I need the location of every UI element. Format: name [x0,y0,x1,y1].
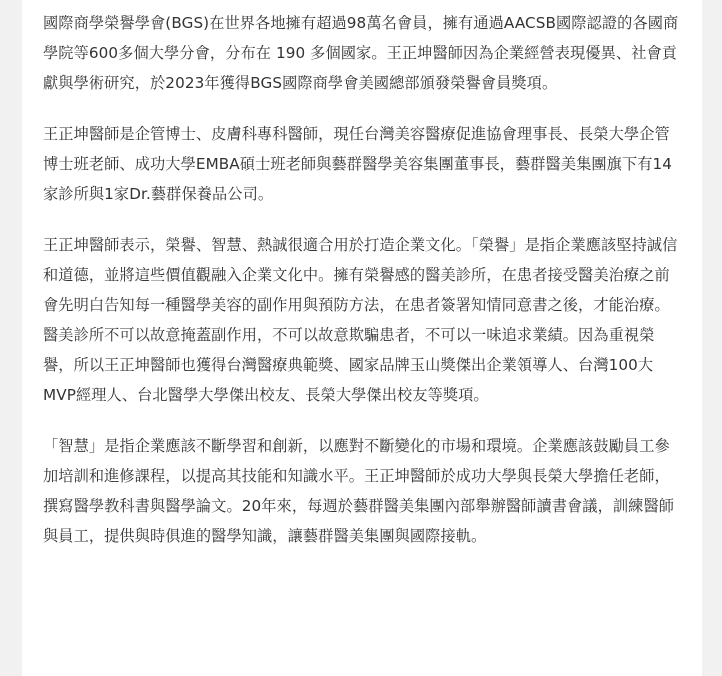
paragraph-biography: 王正坤醫師是企管博士、皮膚科專科醫師，現任台灣美容醫療促進協會理事長、長榮大學企管博士班老師、成功大學EMBA碩士班老師與藝群醫學美容集團董事長，藝群醫美集團旗下有14家診所與1家Dr.藝群保養品公司。 [43,125,673,203]
paragraph-wisdom: 「智慧」是指企業應該不斷學習和創新，以應對不斷變化的市場和環境。企業應該鼓勵員工參加培訓和進修課程，以提高其技能和知識水平。王正坤醫師於成功大學與長榮大學擔任老師，撰寫醫學教科書與醫學論文。20年來，每週於藝群醫美集團內部舉辦醫師讀書會議，訓練醫師與員工，提供與時俱進的醫學知識，讓藝群醫美集團與國際接軌。 [43,437,675,545]
page-gutter-left [0,0,22,676]
paragraph-bgs-award: 國際商學榮譽學會(BGS)在世界各地擁有超過98萬名會員，擁有通過AACSB國際認證的各國商學院等600多個大學分會，分布在 190 多個國家。王正坤醫師因為企業經營表現優異、社會貢獻與學術研究，於2023年獲得BGS國際商學會美國總部頒發榮譽會員獎項。 [43,14,679,92]
article-body [22,0,702,676]
page-gutter-right [702,0,722,676]
paragraph-honor: 王正坤醫師表示，榮譽、智慧、熱誠很適合用於打造企業文化。「榮譽」是指企業應該堅持誠信和道德，並將這些價值觀融入企業文化中。擁有榮譽感的醫美診所，在患者接受醫美治療之前會先明白告知每一種醫學美容的副作用與預防方法，在患者簽署知情同意書之後，才能治療。醫美診所不可以故意掩蓋副作用，不可以故意欺騙患者，不可以一味追求業績。因為重視榮譽，所以王正坤醫師也獲得台灣醫療典範獎、國家品牌玉山獎傑出企業領導人、台灣100大MVP經理人、台北醫學大學傑出校友、長榮大學傑出校友等獎項。 [43,236,678,404]
